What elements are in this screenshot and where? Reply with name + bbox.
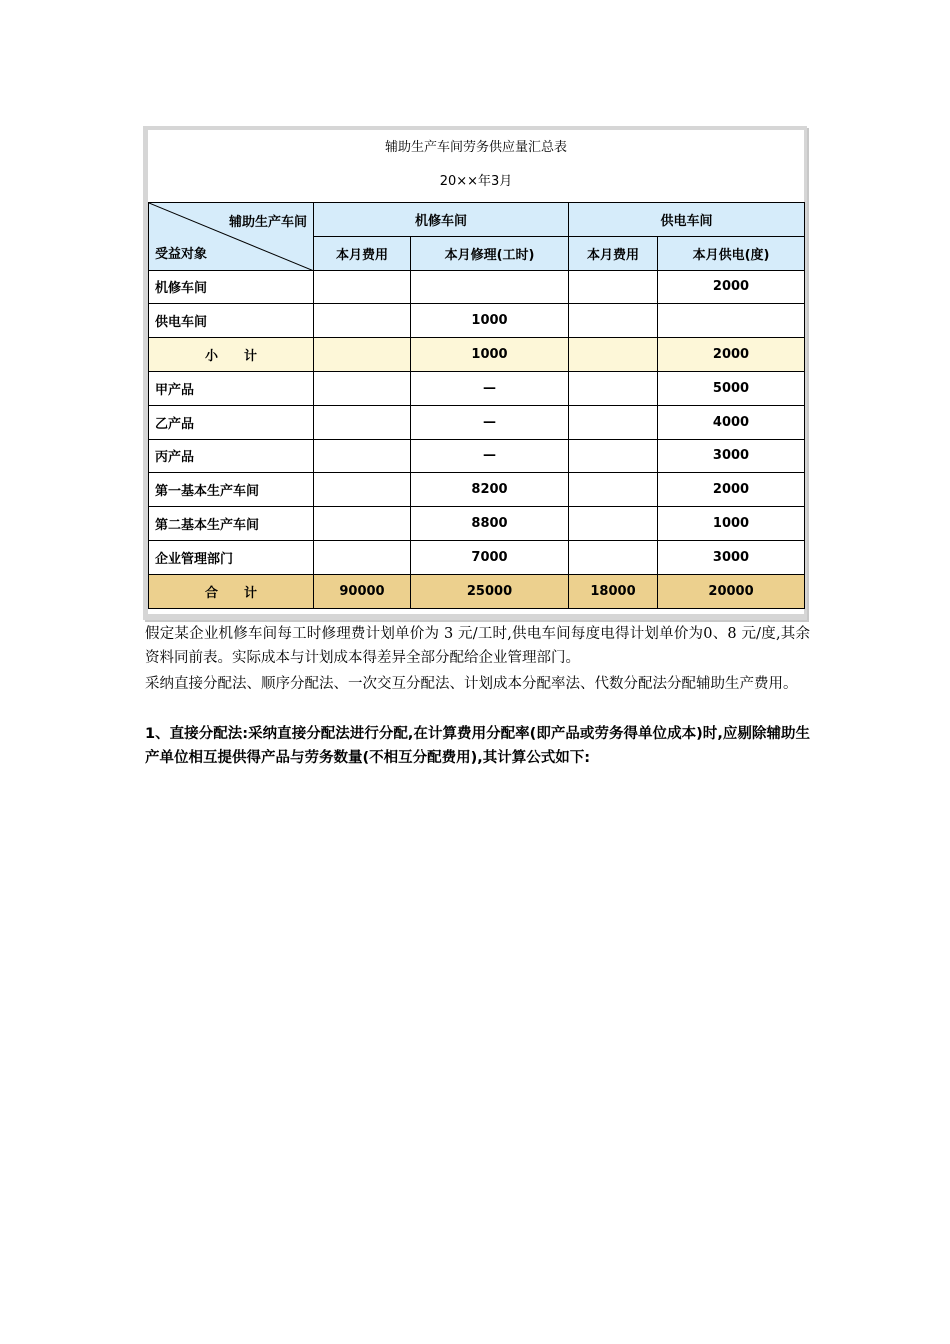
paragraph-assumption: 假定某企业机修车间每工时修理费计划单价为 3 元/工时,供电车间每度电得计划单价为0、8 元/度,其余资料同前表。实际成本与计划成本得差异全部分配给企业管理部门。 <box>145 626 810 666</box>
table-subtitle: 20××年3月 <box>439 174 513 189</box>
cell <box>569 540 658 574</box>
cell: 2000 <box>658 338 805 372</box>
corner-top-label: 辅助生产车间 <box>228 215 307 230</box>
cell <box>314 371 411 405</box>
group-header-power: 供电车间 <box>569 203 805 237</box>
row-label: 企业管理部门 <box>149 540 314 574</box>
row-label: 丙产品 <box>149 439 314 473</box>
table-row <box>149 540 805 574</box>
supply-summary-table <box>143 126 807 620</box>
cell: 18000 <box>569 574 658 608</box>
cell: 4000 <box>658 405 805 439</box>
total-row <box>149 574 805 608</box>
cell <box>314 439 411 473</box>
table-row <box>149 507 805 541</box>
col-header: 本月修理(工时) <box>411 236 569 270</box>
cell: 1000 <box>658 507 805 541</box>
col-header: 本月费用 <box>314 236 411 270</box>
cell <box>569 405 658 439</box>
cell: 25000 <box>411 574 569 608</box>
cell <box>411 270 569 304</box>
cell: 3000 <box>658 439 805 473</box>
cell <box>658 304 805 338</box>
table-title: 辅助生产车间劳务供应量汇总表 <box>384 140 567 155</box>
table-row <box>149 473 805 507</box>
table-body <box>148 130 804 614</box>
table-row <box>149 405 805 439</box>
cell <box>314 473 411 507</box>
corner-header <box>149 203 314 271</box>
data-grid <box>148 202 805 609</box>
table-row <box>149 371 805 405</box>
corner-bottom-label: 受益对象 <box>155 246 208 262</box>
row-label: 合 计 <box>149 574 314 608</box>
cell: — <box>411 439 569 473</box>
col-header: 本月供电(度) <box>658 236 805 270</box>
cell <box>314 540 411 574</box>
cell: 5000 <box>658 371 805 405</box>
row-label: 甲产品 <box>149 371 314 405</box>
cell <box>569 507 658 541</box>
cell: 7000 <box>411 540 569 574</box>
cell: 3000 <box>658 540 805 574</box>
table-row <box>149 439 805 473</box>
cell <box>569 304 658 338</box>
cell <box>569 473 658 507</box>
cell: 2000 <box>658 270 805 304</box>
row-label: 第二基本生产车间 <box>149 507 314 541</box>
paragraph-direct-allocation: 1、直接分配法:采纳直接分配法进行分配,在计算费用分配率(即产品或劳务得单位成本)时,应剔除辅助生产单位相互提供得产品与劳务数量(不相互分配费用),其计算公式如下: <box>145 726 810 766</box>
row-label: 第一基本生产车间 <box>149 473 314 507</box>
cell <box>314 405 411 439</box>
cell: 1000 <box>411 304 569 338</box>
cell <box>314 338 411 372</box>
header-row-1 <box>149 203 805 237</box>
table-row <box>149 270 805 304</box>
cell <box>569 371 658 405</box>
cell: 1000 <box>411 338 569 372</box>
cell: 8200 <box>411 473 569 507</box>
col-header: 本月费用 <box>569 236 658 270</box>
cell: 8800 <box>411 507 569 541</box>
row-label: 供电车间 <box>149 304 314 338</box>
cell: — <box>411 371 569 405</box>
cell: — <box>411 405 569 439</box>
cell: 20000 <box>658 574 805 608</box>
cell: 2000 <box>658 473 805 507</box>
group-header-repair: 机修车间 <box>314 203 569 237</box>
row-label: 乙产品 <box>149 405 314 439</box>
cell <box>314 507 411 541</box>
row-label: 小 计 <box>149 338 314 372</box>
cell: 90000 <box>314 574 411 608</box>
table-title-block <box>148 130 804 200</box>
subtotal-row <box>149 338 805 372</box>
cell <box>314 304 411 338</box>
cell <box>314 270 411 304</box>
paragraph-methods: 采纳直接分配法、顺序分配法、一次交互分配法、计划成本分配率法、代数分配法分配辅助生产费用。 <box>145 676 798 692</box>
cell <box>569 338 658 372</box>
row-label: 机修车间 <box>149 270 314 304</box>
cell <box>569 439 658 473</box>
table-row <box>149 304 805 338</box>
cell <box>569 270 658 304</box>
